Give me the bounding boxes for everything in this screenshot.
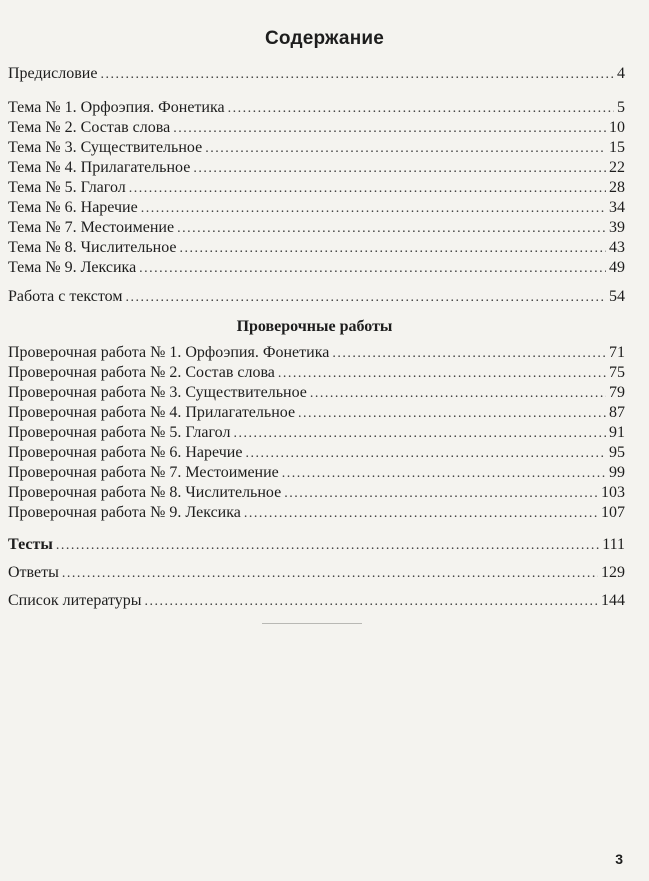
toc-entry-label: Тема № 4. Прилагательное [8, 159, 191, 176]
toc-entry-page: 129 [601, 564, 625, 581]
toc-entry-label: Тема № 3. Существительное [8, 139, 203, 156]
toc-entry-topic [8, 178, 625, 198]
page-title: Содержание [264, 28, 385, 49]
toc-entry-label: Тема № 9. Лексика [8, 259, 137, 276]
toc-entry-page: 144 [601, 592, 625, 609]
toc-entry-label: Предисловие [8, 65, 98, 82]
toc-entry-topic [8, 98, 625, 118]
toc-entry-label: Проверочная работа № 4. Прилагательное [8, 404, 296, 421]
dot-leader [141, 199, 606, 218]
toc-entry-topic [8, 198, 625, 218]
dot-leader [233, 424, 606, 443]
toc-entry-page: 4 [617, 65, 625, 82]
toc-entry-check-work [8, 423, 625, 443]
toc-entry-tests [8, 535, 625, 555]
dot-leader [193, 159, 606, 178]
toc-entry-page: 15 [609, 139, 625, 156]
toc-entry-check-work [8, 363, 625, 383]
dot-leader [100, 65, 614, 84]
toc-entry-label: Список литературы [8, 592, 142, 609]
toc-entry-label: Проверочная работа № 1. Орфоэпия. Фонетика [8, 344, 330, 361]
toc-entry-check-work [8, 403, 625, 423]
toc-entry-label: Тема № 2. Состав слова [8, 119, 171, 136]
toc-entry-page: 34 [609, 199, 625, 216]
toc-entry-label: Проверочная работа № 5. Глагол [8, 424, 231, 441]
toc-entry-page: 10 [609, 119, 625, 136]
toc-entry-page: 103 [601, 484, 625, 501]
toc-entry-topic [8, 258, 625, 278]
toc-entry-label: Проверочная работа № 9. Лексика [8, 504, 241, 521]
dot-leader [126, 288, 607, 307]
toc-entry-label: Проверочная работа № 6. Наречие [8, 444, 243, 461]
toc-entry-check-work [8, 463, 625, 483]
toc-entry-check-work [8, 443, 625, 463]
toc-entry-label: Тема № 5. Глагол [8, 179, 126, 196]
dot-leader [284, 484, 598, 503]
toc-entry-topic [8, 138, 625, 158]
toc-entry-label: Тесты [8, 536, 53, 553]
dot-leader [205, 139, 606, 158]
dot-leader [145, 592, 598, 611]
toc-entry-page: 28 [609, 179, 625, 196]
dot-leader [244, 504, 598, 523]
toc-entry-label: Ответы [8, 564, 59, 581]
toc-entry-page: 95 [609, 444, 625, 461]
toc-entry-label: Проверочная работа № 3. Существительное [8, 384, 307, 401]
toc-entry-page: 5 [617, 99, 625, 116]
toc-entry-page: 22 [609, 159, 625, 176]
dot-leader [228, 99, 614, 118]
toc-entry-literature [8, 591, 625, 611]
toc-entry-label: Работа с текстом [8, 288, 123, 305]
toc-entry-page: 39 [609, 219, 625, 236]
toc-entry-page: 107 [601, 504, 625, 521]
dot-leader [245, 444, 606, 463]
toc-entry-text-work [8, 287, 625, 307]
toc-entry-page: 75 [609, 364, 625, 381]
dot-leader [180, 239, 607, 258]
toc-entry-page: 54 [609, 288, 625, 305]
page-number: 3 [615, 851, 623, 867]
dot-leader [278, 364, 606, 383]
toc-entry-answers [8, 563, 625, 583]
toc-entry-label: Проверочная работа № 2. Состав слова [8, 364, 275, 381]
toc-entry-page: 99 [609, 464, 625, 481]
dot-leader [282, 464, 606, 483]
toc-entry-label: Тема № 8. Числительное [8, 239, 177, 256]
dot-leader [173, 119, 606, 138]
dot-leader [139, 259, 606, 278]
toc-entry-label: Проверочная работа № 8. Числительное [8, 484, 282, 501]
dot-leader [56, 536, 599, 555]
toc-entry-label: Тема № 6. Наречие [8, 199, 138, 216]
toc-entry-page: 79 [609, 384, 625, 401]
toc-entry-topic [8, 218, 625, 238]
toc-entry-label: Тема № 7. Местоимение [8, 219, 175, 236]
dot-leader [310, 384, 606, 403]
section-heading: Проверочные работы [236, 318, 393, 335]
toc-entry-page: 87 [609, 404, 625, 421]
toc-entry-page: 111 [602, 536, 625, 553]
toc-entry-label: Проверочная работа № 7. Местоимение [8, 464, 279, 481]
toc-entry-topic [8, 118, 625, 138]
toc-entry-topic [8, 158, 625, 178]
dot-leader [177, 219, 606, 238]
toc-entry-topic [8, 238, 625, 258]
toc-entry-label: Тема № 1. Орфоэпия. Фонетика [8, 99, 225, 116]
toc-entry-check-work [8, 503, 625, 523]
toc-entry-page: 91 [609, 424, 625, 441]
toc-entry-page: 43 [609, 239, 625, 256]
dot-leader [129, 179, 606, 198]
toc-entry-check-work [8, 483, 625, 503]
dot-leader [298, 404, 606, 423]
toc-entry-preface [8, 64, 625, 84]
dot-leader [62, 564, 598, 583]
dot-leader [332, 344, 606, 363]
toc-entry-check-work [8, 343, 625, 363]
toc-entry-page: 49 [609, 259, 625, 276]
toc-entry-check-work [8, 383, 625, 403]
toc-entry-page: 71 [609, 344, 625, 361]
divider [262, 623, 362, 624]
